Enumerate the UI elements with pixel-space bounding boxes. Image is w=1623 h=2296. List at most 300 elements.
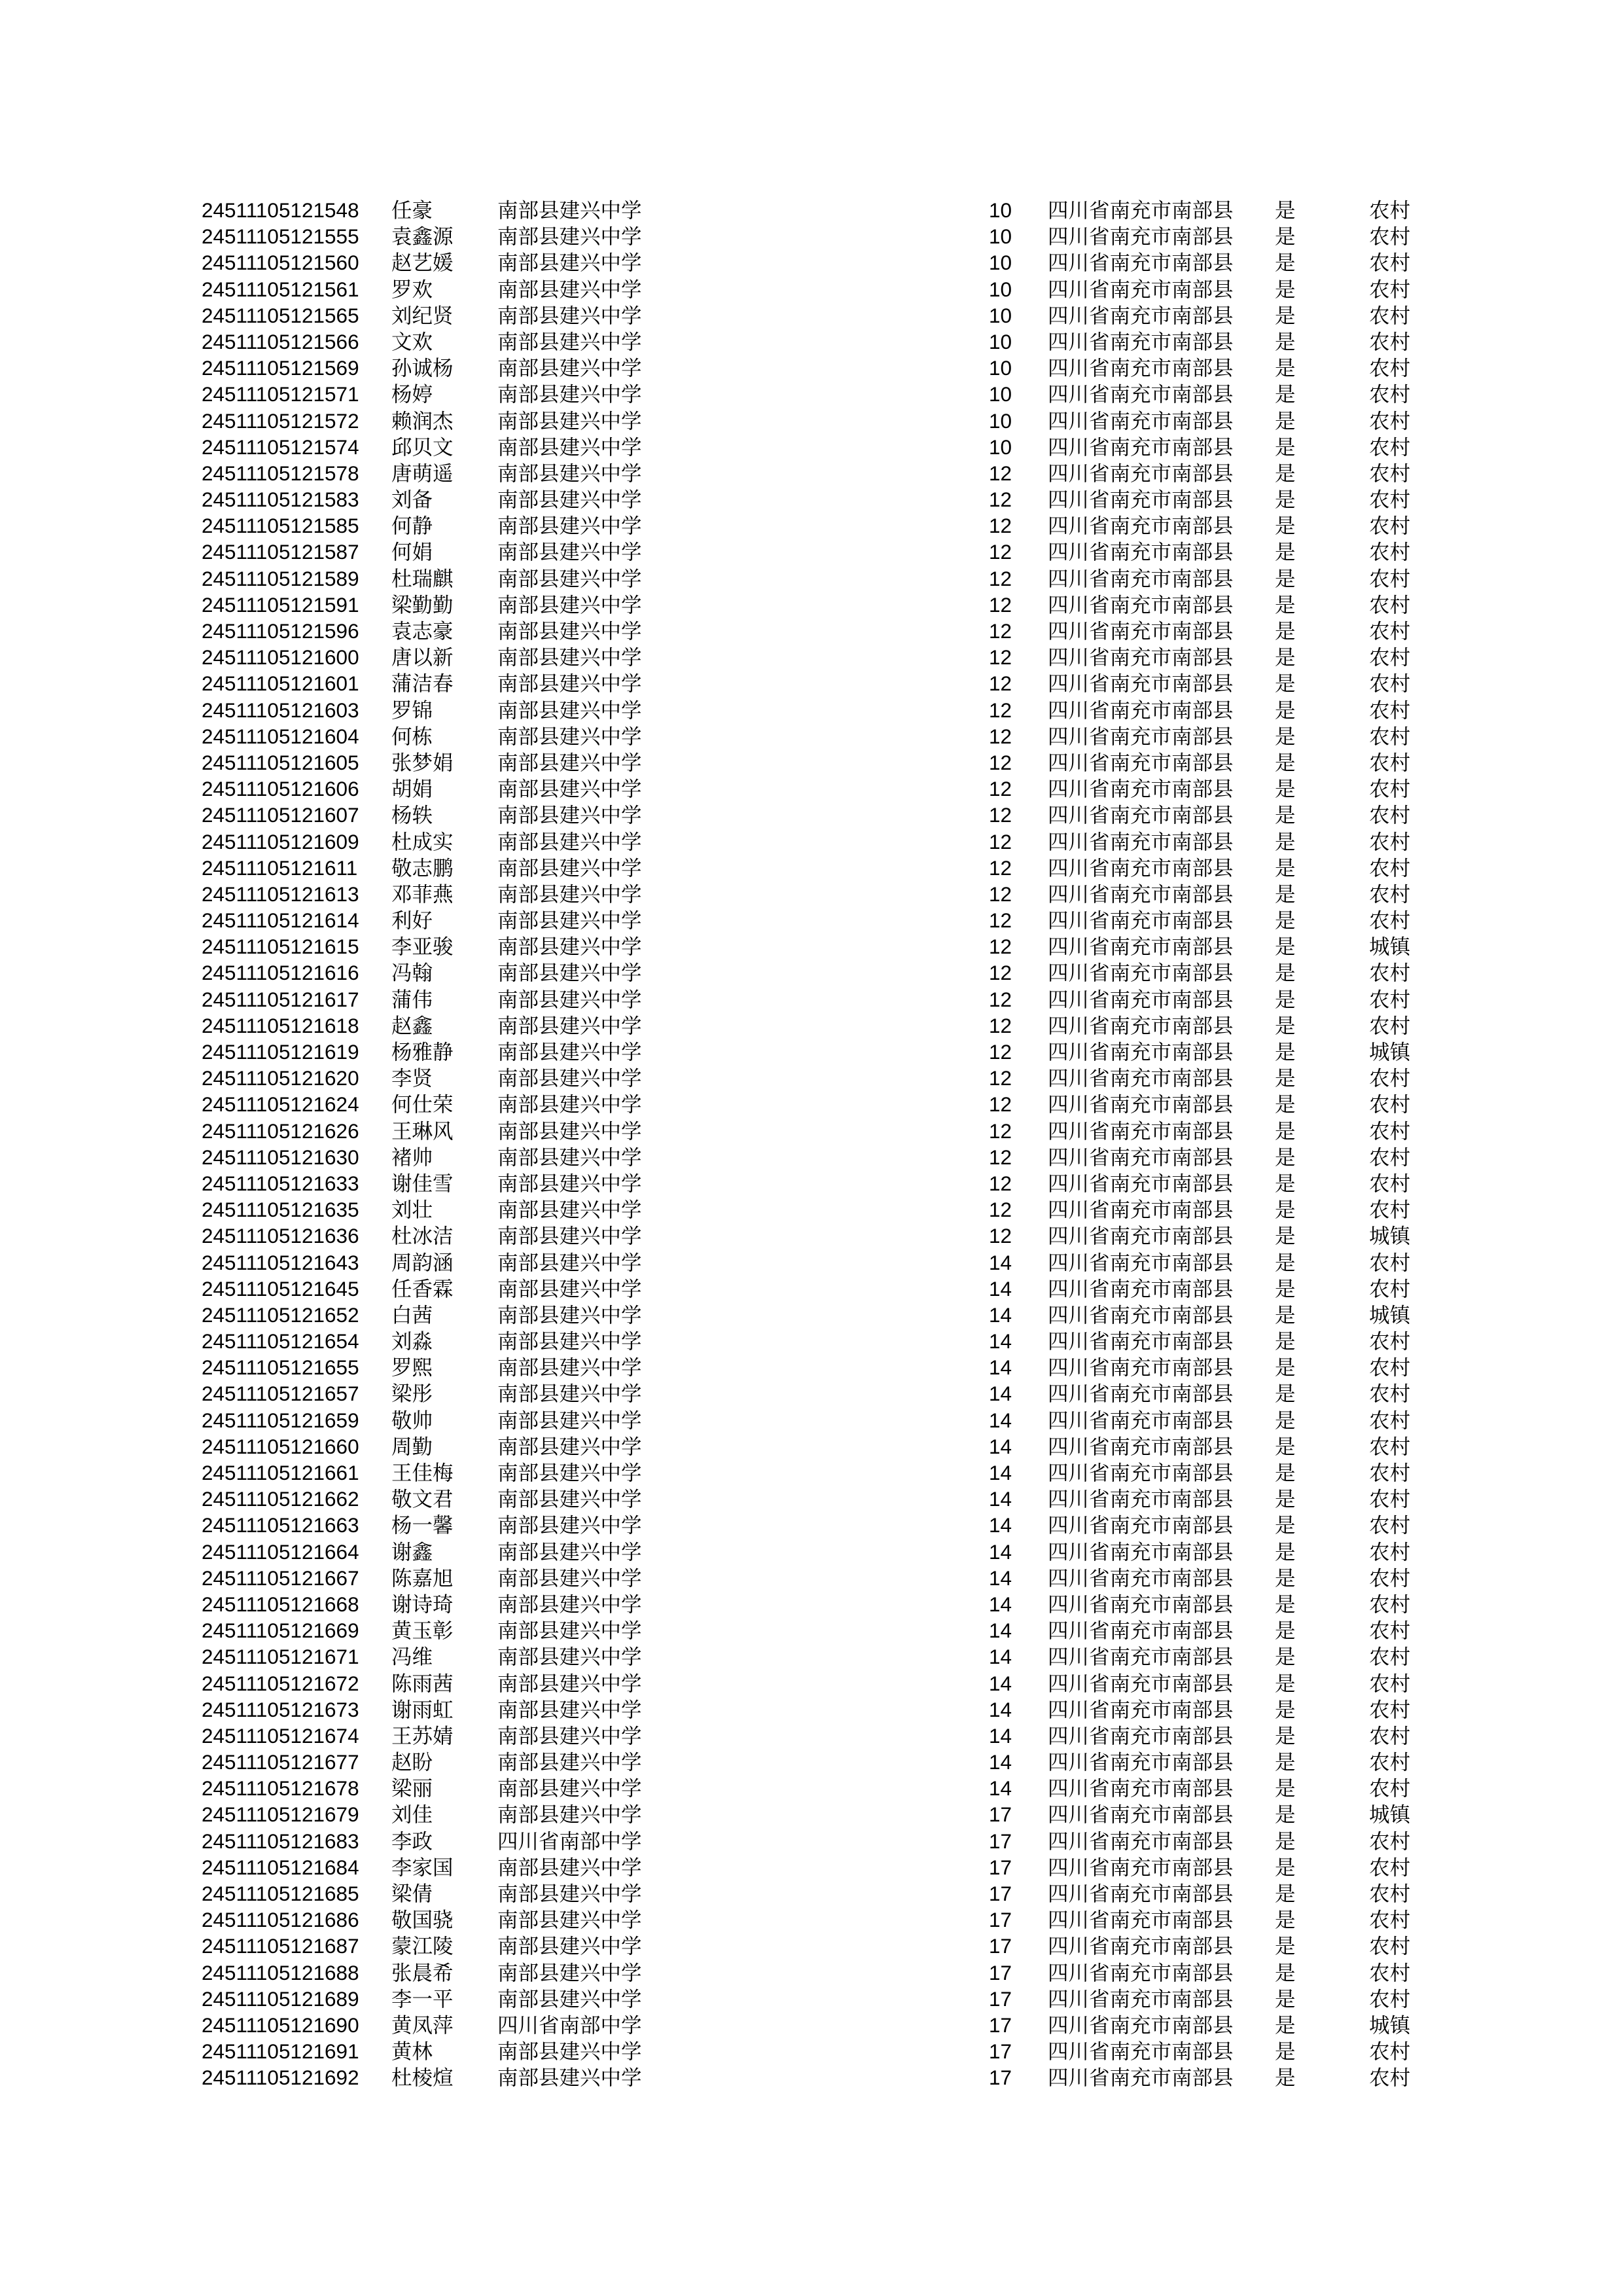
- school-cell: 南部县建兴中学: [497, 645, 642, 670]
- exam-number-cell: 24511105121585: [202, 514, 359, 538]
- region-cell: 四川省南充市南部县: [1048, 329, 1234, 353]
- school-cell: 南部县建兴中学: [497, 1302, 642, 1327]
- region-cell: 四川省南充市南部县: [1048, 1250, 1234, 1274]
- exam-number-cell: 24511105121591: [202, 592, 359, 617]
- region-cell: 四川省南充市南部县: [1048, 1224, 1234, 1248]
- student-name-cell: 谢雨虹: [391, 1697, 454, 1721]
- exam-number-cell: 24511105121569: [202, 356, 359, 380]
- number-cell: 14: [989, 1671, 1012, 1695]
- number-cell: 12: [989, 461, 1012, 485]
- school-cell: 南部县建兴中学: [497, 1566, 642, 1590]
- flag-cell: 是: [1275, 540, 1296, 564]
- table-row: [202, 960, 1445, 986]
- residence-type-cell: 农村: [1369, 1882, 1411, 1905]
- school-cell: 南部县建兴中学: [497, 1408, 642, 1432]
- number-cell: 12: [989, 1013, 1012, 1037]
- flag-cell: 是: [1275, 251, 1296, 275]
- exam-number-cell: 24511105121679: [202, 1803, 359, 1827]
- region-cell: 四川省南充市南部县: [1048, 2013, 1234, 2037]
- region-cell: 四川省南充市南部县: [1048, 803, 1234, 827]
- flag-cell: 是: [1275, 2013, 1296, 2037]
- residence-type-cell: 农村: [1369, 1487, 1411, 1511]
- number-cell: 17: [989, 2066, 1012, 2090]
- school-cell: 四川省南部中学: [497, 1829, 642, 1853]
- school-cell: 南部县建兴中学: [497, 882, 642, 906]
- residence-type-cell: 农村: [1369, 1723, 1411, 1748]
- region-cell: 四川省南充市南部县: [1048, 1671, 1234, 1695]
- flag-cell: 是: [1275, 672, 1296, 696]
- school-cell: 南部县建兴中学: [497, 777, 642, 801]
- school-cell: 南部县建兴中学: [497, 1355, 642, 1380]
- table-row: [202, 1723, 1445, 1749]
- table-row: [202, 1960, 1445, 1986]
- residence-type-cell: 农村: [1369, 1592, 1411, 1616]
- table-row: [202, 1223, 1445, 1249]
- residence-type-cell: 农村: [1369, 908, 1411, 933]
- region-cell: 四川省南充市南部县: [1048, 1697, 1234, 1721]
- student-name-cell: 杨雅静: [391, 1040, 454, 1064]
- student-name-cell: 刘备: [391, 488, 433, 512]
- number-cell: 12: [989, 855, 1012, 880]
- exam-number-cell: 24511105121565: [202, 303, 359, 327]
- exam-number-cell: 24511105121668: [202, 1592, 359, 1616]
- region-cell: 四川省南充市南部县: [1048, 514, 1234, 538]
- region-cell: 四川省南充市南部县: [1048, 1855, 1234, 1879]
- number-cell: 17: [989, 1934, 1012, 1958]
- region-cell: 四川省南充市南部县: [1048, 1592, 1234, 1616]
- student-name-cell: 杜瑞麒: [391, 566, 454, 590]
- residence-type-cell: 农村: [1369, 777, 1411, 801]
- flag-cell: 是: [1275, 1750, 1296, 1774]
- student-name-cell: 胡娟: [391, 777, 433, 801]
- school-cell: 南部县建兴中学: [497, 1592, 642, 1616]
- number-cell: 12: [989, 803, 1012, 827]
- residence-type-cell: 农村: [1369, 1171, 1411, 1195]
- school-cell: 南部县建兴中学: [497, 619, 642, 643]
- school-cell: 四川省南部中学: [497, 2013, 642, 2037]
- residence-type-cell: 农村: [1369, 1013, 1411, 1037]
- residence-type-cell: 农村: [1369, 987, 1411, 1011]
- flag-cell: 是: [1275, 987, 1296, 1011]
- school-cell: 南部县建兴中学: [497, 1803, 642, 1827]
- student-name-cell: 杨一馨: [391, 1513, 454, 1537]
- flag-cell: 是: [1275, 1434, 1296, 1458]
- flag-cell: 是: [1275, 1119, 1296, 1143]
- flag-cell: 是: [1275, 1776, 1296, 1801]
- flag-cell: 是: [1275, 882, 1296, 906]
- region-cell: 四川省南充市南部县: [1048, 698, 1234, 722]
- table-row: [202, 907, 1445, 933]
- student-name-cell: 蒲洁春: [391, 672, 454, 696]
- student-name-cell: 杨轶: [391, 803, 433, 827]
- exam-number-cell: 24511105121626: [202, 1119, 359, 1143]
- school-cell: 南部县建兴中学: [497, 1697, 642, 1721]
- flag-cell: 是: [1275, 1539, 1296, 1564]
- residence-type-cell: 农村: [1369, 1461, 1411, 1484]
- student-name-cell: 王苏婧: [391, 1723, 454, 1748]
- table-row: [202, 1170, 1445, 1196]
- student-name-cell: 李家国: [391, 1855, 454, 1879]
- flag-cell: 是: [1275, 1960, 1296, 1984]
- student-name-cell: 黄凤萍: [391, 2013, 454, 2037]
- student-name-cell: 唐以新: [391, 645, 454, 670]
- table-row: [202, 1065, 1445, 1091]
- student-name-cell: 梁倩: [391, 1882, 433, 1905]
- table-row: [202, 618, 1445, 644]
- school-cell: 南部县建兴中学: [497, 855, 642, 880]
- flag-cell: 是: [1275, 461, 1296, 485]
- exam-number-cell: 24511105121555: [202, 224, 359, 249]
- student-name-cell: 黄林: [391, 2039, 433, 2064]
- exam-number-cell: 24511105121684: [202, 1855, 359, 1879]
- region-cell: 四川省南充市南部县: [1048, 1066, 1234, 1090]
- school-cell: 南部县建兴中学: [497, 1855, 642, 1879]
- school-cell: 南部县建兴中学: [497, 303, 642, 327]
- residence-type-cell: 农村: [1369, 1434, 1411, 1458]
- exam-number-cell: 24511105121561: [202, 277, 359, 301]
- residence-type-cell: 农村: [1369, 724, 1411, 748]
- student-name-cell: 孙诚杨: [391, 356, 454, 380]
- number-cell: 12: [989, 1092, 1012, 1117]
- exam-number-cell: 24511105121548: [202, 198, 359, 222]
- flag-cell: 是: [1275, 855, 1296, 880]
- table-row: [202, 1407, 1445, 1433]
- table-row: [202, 1617, 1445, 1643]
- residence-type-cell: 城镇: [1369, 935, 1411, 959]
- residence-type-cell: 农村: [1369, 1750, 1411, 1774]
- region-cell: 四川省南充市南部县: [1048, 592, 1234, 617]
- number-cell: 12: [989, 1145, 1012, 1169]
- exam-number-cell: 24511105121618: [202, 1013, 359, 1037]
- residence-type-cell: 农村: [1369, 592, 1411, 617]
- flag-cell: 是: [1275, 198, 1296, 222]
- residence-type-cell: 农村: [1369, 1329, 1411, 1354]
- table-row: [202, 1460, 1445, 1486]
- flag-cell: 是: [1275, 1040, 1296, 1064]
- number-cell: 12: [989, 540, 1012, 564]
- table-row: [202, 1118, 1445, 1144]
- number-cell: 17: [989, 1908, 1012, 1932]
- exam-number-cell: 24511105121667: [202, 1566, 359, 1590]
- student-name-cell: 张晨希: [391, 1960, 454, 1984]
- school-cell: 南部县建兴中学: [497, 277, 642, 301]
- region-cell: 四川省南充市南部县: [1048, 1645, 1234, 1669]
- table-row: [202, 1854, 1445, 1880]
- student-name-cell: 文欢: [391, 329, 433, 353]
- number-cell: 14: [989, 1434, 1012, 1458]
- region-cell: 四川省南充市南部县: [1048, 961, 1234, 985]
- flag-cell: 是: [1275, 619, 1296, 643]
- region-cell: 四川省南充市南部县: [1048, 619, 1234, 643]
- flag-cell: 是: [1275, 488, 1296, 512]
- table-row: [202, 776, 1445, 802]
- flag-cell: 是: [1275, 1671, 1296, 1695]
- school-cell: 南部县建兴中学: [497, 1119, 642, 1143]
- student-name-cell: 敬国骁: [391, 1908, 454, 1932]
- region-cell: 四川省南充市南部县: [1048, 277, 1234, 301]
- exam-number-cell: 24511105121683: [202, 1829, 359, 1853]
- number-cell: 17: [989, 1803, 1012, 1827]
- table-row: [202, 434, 1445, 460]
- student-name-cell: 李贤: [391, 1066, 433, 1090]
- flag-cell: 是: [1275, 1829, 1296, 1853]
- residence-type-cell: 农村: [1369, 1934, 1411, 1958]
- number-cell: 12: [989, 698, 1012, 722]
- number-cell: 10: [989, 303, 1012, 327]
- exam-number-cell: 24511105121606: [202, 777, 359, 801]
- school-cell: 南部县建兴中学: [497, 961, 642, 985]
- school-cell: 南部县建兴中学: [497, 2039, 642, 2064]
- region-cell: 四川省南充市南部县: [1048, 750, 1234, 774]
- school-cell: 南部县建兴中学: [497, 1487, 642, 1511]
- student-name-cell: 何仕荣: [391, 1092, 454, 1117]
- number-cell: 12: [989, 1198, 1012, 1222]
- school-cell: 南部县建兴中学: [497, 1934, 642, 1958]
- table-row: [202, 986, 1445, 1013]
- exam-number-cell: 24511105121596: [202, 619, 359, 643]
- number-cell: 12: [989, 961, 1012, 985]
- number-cell: 10: [989, 224, 1012, 249]
- table-row: [202, 1302, 1445, 1328]
- table-row: [202, 881, 1445, 907]
- student-name-cell: 罗锦: [391, 698, 433, 722]
- exam-number-cell: 24511105121652: [202, 1302, 359, 1327]
- school-cell: 南部县建兴中学: [497, 540, 642, 564]
- table-row: [202, 802, 1445, 828]
- number-cell: 10: [989, 198, 1012, 222]
- region-cell: 四川省南充市南部县: [1048, 672, 1234, 696]
- school-cell: 南部县建兴中学: [497, 908, 642, 933]
- residence-type-cell: 农村: [1369, 356, 1411, 380]
- number-cell: 10: [989, 251, 1012, 275]
- flag-cell: 是: [1275, 1986, 1296, 2011]
- table-row: [202, 1380, 1445, 1407]
- school-cell: 南部县建兴中学: [497, 435, 642, 459]
- residence-type-cell: 农村: [1369, 1355, 1411, 1380]
- flag-cell: 是: [1275, 777, 1296, 801]
- student-name-cell: 谢诗琦: [391, 1592, 454, 1616]
- flag-cell: 是: [1275, 224, 1296, 249]
- number-cell: 14: [989, 1382, 1012, 1406]
- table-row: [202, 1249, 1445, 1276]
- student-name-cell: 敬志鹏: [391, 855, 454, 880]
- residence-type-cell: 农村: [1369, 645, 1411, 670]
- school-cell: 南部县建兴中学: [497, 1986, 642, 2011]
- exam-number-cell: 24511105121687: [202, 1934, 359, 1958]
- residence-type-cell: 农村: [1369, 566, 1411, 590]
- table-row: [202, 381, 1445, 407]
- region-cell: 四川省南充市南部县: [1048, 1408, 1234, 1432]
- student-name-cell: 赖润杰: [391, 408, 454, 433]
- region-cell: 四川省南充市南部县: [1048, 1776, 1234, 1801]
- school-cell: 南部县建兴中学: [497, 408, 642, 433]
- residence-type-cell: 农村: [1369, 1645, 1411, 1669]
- number-cell: 14: [989, 1276, 1012, 1300]
- region-cell: 四川省南充市南部县: [1048, 1171, 1234, 1195]
- region-cell: 四川省南充市南部县: [1048, 356, 1234, 380]
- school-cell: 南部县建兴中学: [497, 1171, 642, 1195]
- region-cell: 四川省南充市南部县: [1048, 1013, 1234, 1037]
- flag-cell: 是: [1275, 645, 1296, 670]
- school-cell: 南部县建兴中学: [497, 803, 642, 827]
- number-cell: 12: [989, 750, 1012, 774]
- flag-cell: 是: [1275, 908, 1296, 933]
- table-row: [202, 1144, 1445, 1170]
- student-name-cell: 王佳梅: [391, 1461, 454, 1484]
- residence-type-cell: 农村: [1369, 1671, 1411, 1695]
- flag-cell: 是: [1275, 1198, 1296, 1222]
- student-name-cell: 梁彤: [391, 1382, 433, 1406]
- table-row: [202, 408, 1445, 434]
- school-cell: 南部县建兴中学: [497, 1882, 642, 1905]
- number-cell: 14: [989, 1250, 1012, 1274]
- school-cell: 南部县建兴中学: [497, 461, 642, 485]
- number-cell: 10: [989, 408, 1012, 433]
- flag-cell: 是: [1275, 382, 1296, 406]
- table-row: [202, 223, 1445, 249]
- exam-number-cell: 24511105121673: [202, 1697, 359, 1721]
- region-cell: 四川省南充市南部县: [1048, 1276, 1234, 1300]
- region-cell: 四川省南充市南部县: [1048, 1750, 1234, 1774]
- student-name-cell: 谢鑫: [391, 1539, 433, 1564]
- number-cell: 12: [989, 672, 1012, 696]
- exam-number-cell: 24511105121669: [202, 1619, 359, 1643]
- table-row: [202, 2012, 1445, 2038]
- exam-number-cell: 24511105121654: [202, 1329, 359, 1354]
- region-cell: 四川省南充市南部县: [1048, 908, 1234, 933]
- table-row: [202, 1696, 1445, 1723]
- residence-type-cell: 农村: [1369, 1276, 1411, 1300]
- flag-cell: 是: [1275, 1566, 1296, 1590]
- region-cell: 四川省南充市南部县: [1048, 1882, 1234, 1905]
- school-cell: 南部县建兴中学: [497, 1750, 642, 1774]
- school-cell: 南部县建兴中学: [497, 224, 642, 249]
- region-cell: 四川省南充市南部县: [1048, 935, 1234, 959]
- exam-number-cell: 24511105121615: [202, 935, 359, 959]
- region-cell: 四川省南充市南部县: [1048, 251, 1234, 275]
- region-cell: 四川省南充市南部县: [1048, 1487, 1234, 1511]
- student-name-cell: 白茜: [391, 1302, 433, 1327]
- table-row: [202, 1591, 1445, 1617]
- flag-cell: 是: [1275, 1803, 1296, 1827]
- exam-number-cell: 24511105121692: [202, 2066, 359, 2090]
- number-cell: 10: [989, 435, 1012, 459]
- flag-cell: 是: [1275, 1171, 1296, 1195]
- table-row: [202, 486, 1445, 512]
- number-cell: 14: [989, 1566, 1012, 1590]
- student-name-cell: 蒲伟: [391, 987, 433, 1011]
- residence-type-cell: 农村: [1369, 1908, 1411, 1932]
- table-row: [202, 1907, 1445, 1933]
- student-name-cell: 赵盼: [391, 1750, 433, 1774]
- number-cell: 12: [989, 488, 1012, 512]
- student-name-cell: 何娟: [391, 540, 433, 564]
- table-row: [202, 539, 1445, 565]
- region-cell: 四川省南充市南部县: [1048, 540, 1234, 564]
- region-cell: 四川省南充市南部县: [1048, 882, 1234, 906]
- number-cell: 12: [989, 566, 1012, 590]
- exam-number-cell: 24511105121620: [202, 1066, 359, 1090]
- residence-type-cell: 农村: [1369, 514, 1411, 538]
- table-row: [202, 512, 1445, 539]
- table-row: [202, 197, 1445, 223]
- student-name-cell: 陈嘉旭: [391, 1566, 454, 1590]
- school-cell: 南部县建兴中学: [497, 1066, 642, 1090]
- number-cell: 14: [989, 1513, 1012, 1537]
- exam-number-cell: 24511105121578: [202, 461, 359, 485]
- school-cell: 南部县建兴中学: [497, 1513, 642, 1537]
- number-cell: 12: [989, 908, 1012, 933]
- table-row: [202, 1433, 1445, 1460]
- student-name-cell: 张梦娟: [391, 750, 454, 774]
- table-row: [202, 933, 1445, 960]
- number-cell: 10: [989, 356, 1012, 380]
- number-cell: 14: [989, 1619, 1012, 1643]
- student-name-cell: 杜棱煊: [391, 2066, 454, 2090]
- exam-number-cell: 24511105121614: [202, 908, 359, 933]
- number-cell: 12: [989, 777, 1012, 801]
- region-cell: 四川省南充市南部县: [1048, 435, 1234, 459]
- student-name-cell: 李一平: [391, 1986, 454, 2011]
- region-cell: 四川省南充市南部县: [1048, 1986, 1234, 2011]
- student-name-cell: 杜冰洁: [391, 1224, 454, 1248]
- residence-type-cell: 农村: [1369, 1566, 1411, 1590]
- number-cell: 12: [989, 514, 1012, 538]
- student-name-cell: 刘壮: [391, 1198, 433, 1222]
- school-cell: 南部县建兴中学: [497, 1040, 642, 1064]
- residence-type-cell: 农村: [1369, 1382, 1411, 1406]
- table-row: [202, 855, 1445, 881]
- exam-number-cell: 24511105121643: [202, 1250, 359, 1274]
- school-cell: 南部县建兴中学: [497, 1645, 642, 1669]
- school-cell: 南部县建兴中学: [497, 829, 642, 853]
- residence-type-cell: 农村: [1369, 750, 1411, 774]
- flag-cell: 是: [1275, 1934, 1296, 1958]
- region-cell: 四川省南充市南部县: [1048, 1803, 1234, 1827]
- student-name-cell: 罗欢: [391, 277, 433, 301]
- number-cell: 10: [989, 277, 1012, 301]
- exam-number-cell: 24511105121690: [202, 2013, 359, 2037]
- exam-number-cell: 24511105121661: [202, 1461, 359, 1484]
- region-cell: 四川省南充市南部县: [1048, 1092, 1234, 1117]
- flag-cell: 是: [1275, 1408, 1296, 1432]
- region-cell: 四川省南充市南部县: [1048, 1329, 1234, 1354]
- residence-type-cell: 农村: [1369, 1513, 1411, 1537]
- region-cell: 四川省南充市南部县: [1048, 1198, 1234, 1222]
- flag-cell: 是: [1275, 1697, 1296, 1721]
- exam-number-cell: 24511105121619: [202, 1040, 359, 1064]
- region-cell: 四川省南充市南部县: [1048, 1461, 1234, 1484]
- table-row: [202, 565, 1445, 592]
- residence-type-cell: 农村: [1369, 1619, 1411, 1643]
- residence-type-cell: 农村: [1369, 829, 1411, 853]
- number-cell: 12: [989, 987, 1012, 1011]
- student-name-cell: 邱贝文: [391, 435, 454, 459]
- school-cell: 南部县建兴中学: [497, 1461, 642, 1484]
- table-row: [202, 460, 1445, 486]
- flag-cell: 是: [1275, 1145, 1296, 1169]
- region-cell: 四川省南充市南部县: [1048, 855, 1234, 880]
- table-row: [202, 1565, 1445, 1591]
- number-cell: 14: [989, 1355, 1012, 1380]
- region-cell: 四川省南充市南部县: [1048, 1119, 1234, 1143]
- residence-type-cell: 农村: [1369, 540, 1411, 564]
- flag-cell: 是: [1275, 724, 1296, 748]
- region-cell: 四川省南充市南部县: [1048, 724, 1234, 748]
- region-cell: 四川省南充市南部县: [1048, 488, 1234, 512]
- exam-number-cell: 24511105121583: [202, 488, 359, 512]
- student-table: [202, 197, 1445, 2091]
